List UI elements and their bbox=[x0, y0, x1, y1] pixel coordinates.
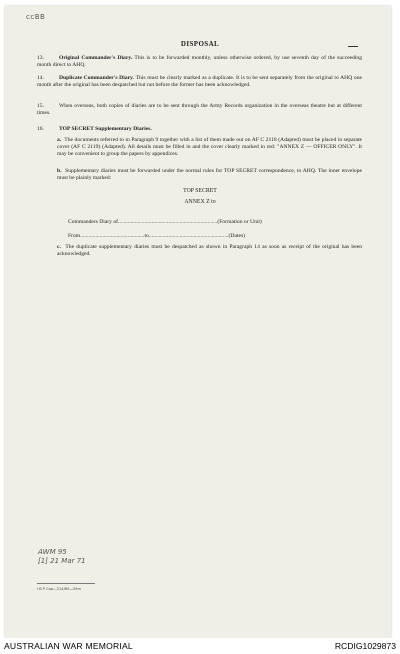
paragraph-16a-text: The documents referred to in Paragraph 9 together with a list of them made out on AF C 2118 (Adapted) must be placed in separate cover (AF C 2119) (Adapted). All details must be filled in and the cover clearly marked in red: "ANNEX Z — OFFICER ONLY". It may be convenient to group the papers by appendices. bbox=[57, 137, 362, 157]
handwritten-annotation bbox=[38, 548, 86, 566]
dotted-leader: .............................................. bbox=[80, 233, 145, 239]
top-right-rule bbox=[348, 46, 358, 47]
paragraph-15-number: 15. bbox=[37, 103, 44, 109]
printer-imprint: I B P Cap—214/65—55m bbox=[37, 587, 82, 591]
paragraph-13-text: This is to be forwarded monthly, unless otherwise ordered, by use seventh day of the succeeding month direct to AHQ. bbox=[37, 55, 363, 68]
commanders-diary-label: Commanders Diary of bbox=[68, 219, 119, 225]
from-to-dates-line bbox=[68, 233, 245, 239]
paragraph-14-text: This must be clearly marked as a duplicate. It is to be sent separately from the original to AHQ one month after the original has been despatched but not before the former has been acknowledged. bbox=[37, 75, 362, 88]
paragraph-16b-label: b. bbox=[57, 168, 62, 174]
paragraph-14 bbox=[37, 75, 362, 89]
paragraph-13-number: 13. bbox=[37, 55, 44, 61]
corner-handwritten-mark: ccBB bbox=[26, 13, 46, 21]
paragraph-16-number: 16. bbox=[37, 126, 44, 132]
paragraph-16b-text: Supplementary diaries must be forwarded under the normal rules for TOP SECRET correspondence, to AHQ. The inner envelope must be plainly marked: bbox=[57, 168, 363, 181]
to-label: to bbox=[144, 233, 149, 239]
paragraph-16 bbox=[37, 126, 362, 133]
paragraph-16a-label: a. bbox=[57, 137, 62, 143]
handwritten-line-1: AWM 95 bbox=[38, 548, 67, 556]
paragraph-14-number: 14. bbox=[37, 75, 44, 81]
paragraph-15 bbox=[37, 103, 362, 117]
page-title: DISPOSAL bbox=[180, 40, 220, 48]
paragraph-16a bbox=[57, 137, 362, 158]
archive-record-id: RCDIG1029873 bbox=[334, 641, 396, 651]
dates-label: (Dates) bbox=[228, 233, 245, 239]
paragraph-16c-label: c. bbox=[57, 244, 61, 250]
document-page bbox=[5, 6, 391, 638]
marking-top-secret: TOP SECRET bbox=[183, 188, 217, 194]
paragraph-16c bbox=[57, 244, 362, 258]
footer-rule bbox=[37, 583, 95, 584]
archive-name: AUSTRALIAN WAR MEMORIAL bbox=[4, 641, 133, 651]
paragraph-13-heading: Original Commander's Diary. bbox=[59, 55, 133, 61]
formation-or-unit-label: (Formation or Unit) bbox=[217, 219, 262, 225]
commanders-diary-line bbox=[68, 219, 262, 225]
paragraph-16-heading: TOP SECRET Supplementary Diaries. bbox=[59, 126, 152, 132]
paragraph-13 bbox=[37, 55, 362, 69]
marking-annex-z: ANNEX Z to bbox=[184, 199, 216, 205]
dotted-leader: ....................................................................... bbox=[118, 219, 218, 225]
from-label: From bbox=[68, 233, 81, 239]
paragraph-16c-text: The duplicate supplementary diaries must be despatched as shown in Paragraph 14 as soon as receipt of the original has been acknowledged. bbox=[57, 244, 362, 257]
handwritten-line-2: [1] 21 Mar 71 bbox=[38, 557, 86, 566]
dotted-leader: ......................................................... bbox=[148, 233, 229, 239]
paragraph-14-heading: Duplicate Commander's Diary. bbox=[59, 75, 134, 81]
paragraph-15-text: When overseas, both copies of diaries are to be sent through the Army Records organization in the overseas theatre but at different times. bbox=[37, 103, 362, 116]
paragraph-16b bbox=[57, 168, 362, 182]
